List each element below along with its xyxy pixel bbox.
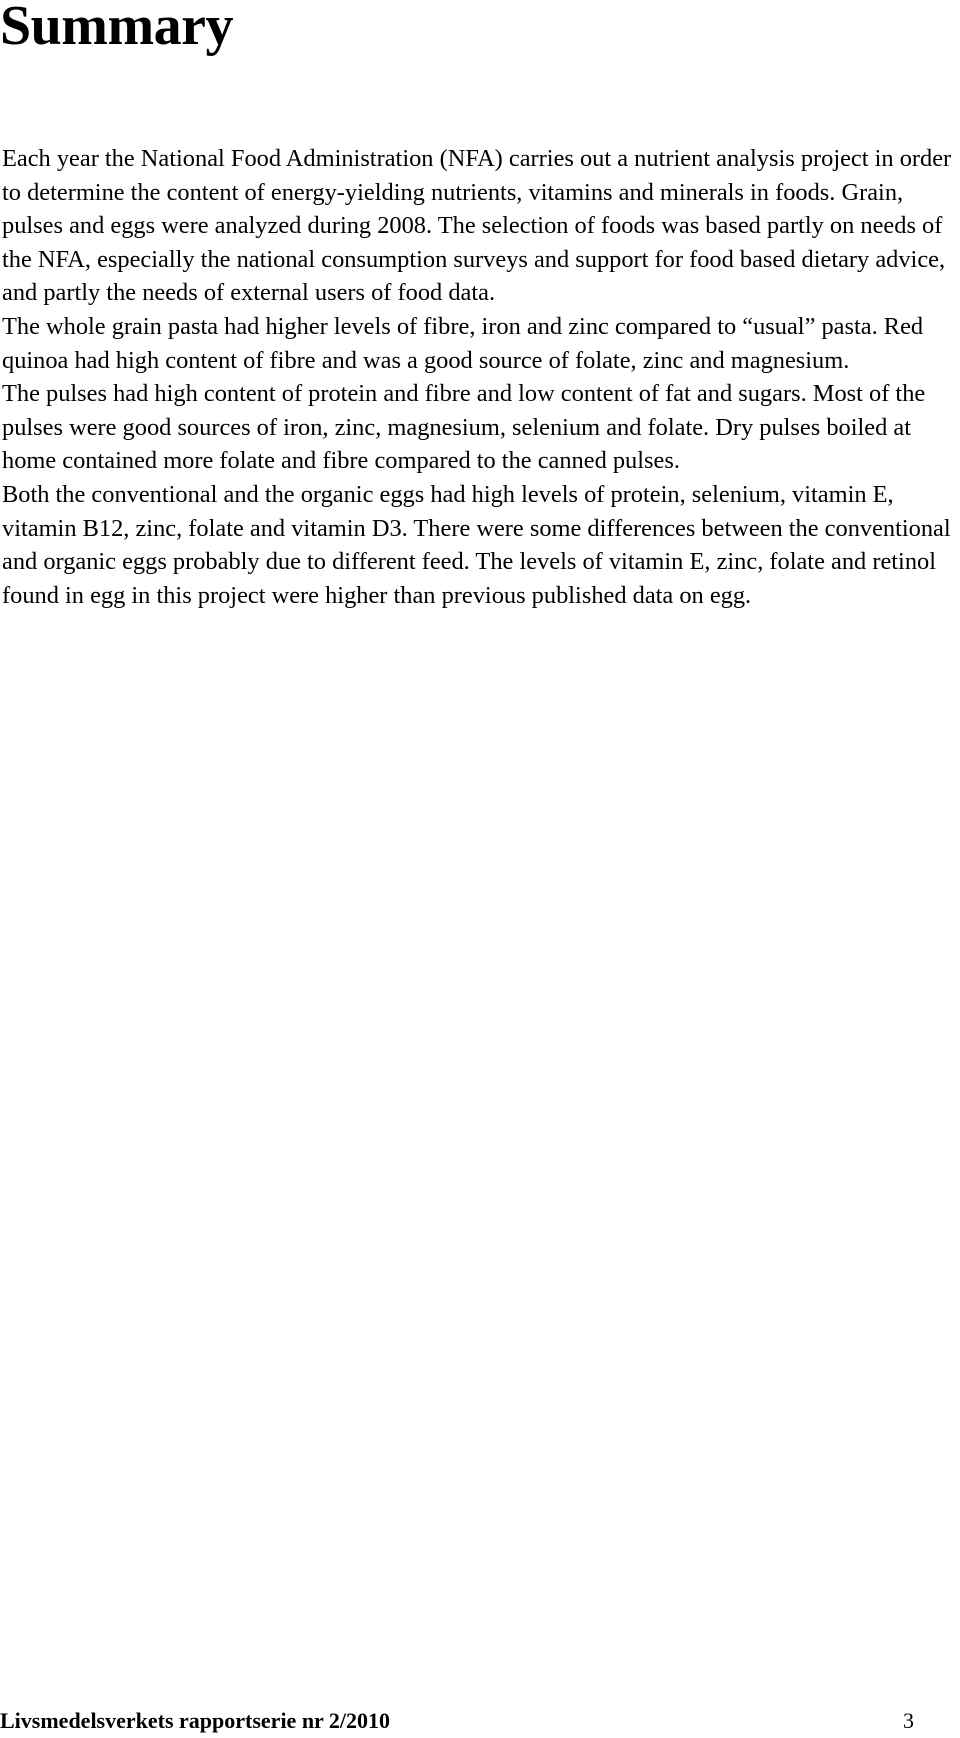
paragraph-eggs: Both the conventional and the organic eggs had high levels of protein, selenium, vitamin E, vitamin B12, zinc, folate and vitamin D3. There were some differences between the conventional and organic eggs probably due to different feed. The levels of vitamin E, zinc, folate and retinol found in egg in this project were higher than previous published data on egg.: [2, 480, 951, 609]
summary-body: [2, 142, 958, 612]
page-title: Summary: [0, 0, 233, 57]
paragraph-grain: The whole grain pasta had higher levels of fibre, iron and zinc compared to “usual” pasta. Red quinoa had high content of fibre and was a good source of folate, zinc and magnesium.: [2, 312, 924, 374]
paragraph-pulses: The pulses had high content of protein and fibre and low content of fat and sugars. Most of the pulses were good sources of iron, zinc, magnesium, selenium and folate. Dry pulses boiled at home contained more folate and fibre compared to the canned pulses.: [2, 380, 926, 475]
paragraph-intro: Each year the National Food Administration (NFA) carries out a nutrient analysis project in order to determine the content of energy-yielding nutrients, vitamins and minerals in foods. Grain, pulses and eggs were analyzed during 2008. The selection of foods was based partly on needs of the NFA, especially the national consumption surveys and support for food based dietary advice, and partly the needs of external users of food data.: [2, 145, 952, 307]
report-series-label: Livsmedelsverkets rapportserie nr 2/2010: [0, 1708, 391, 1733]
page-number: 3: [903, 1708, 914, 1733]
page-footer: [0, 1706, 914, 1736]
